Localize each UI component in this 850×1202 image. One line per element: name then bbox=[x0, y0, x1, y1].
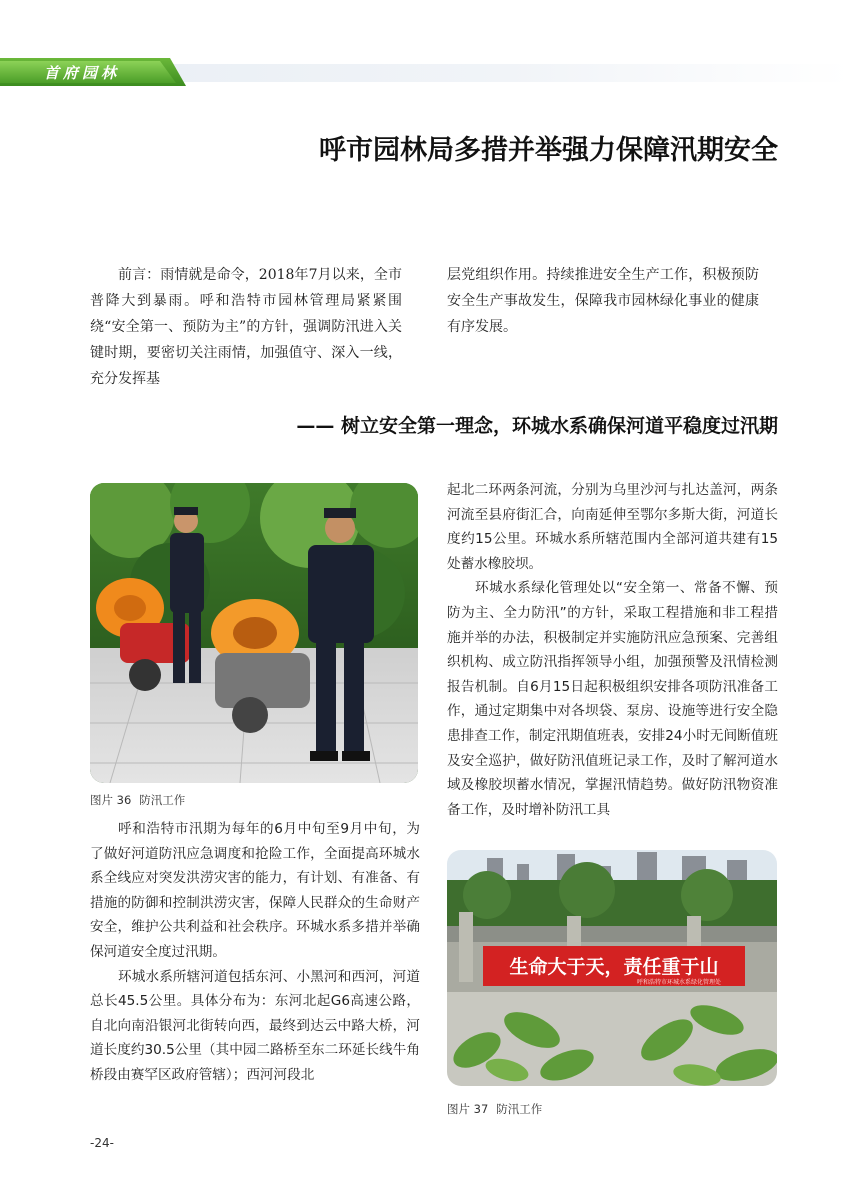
caption-fig37-number: 图片 37 bbox=[447, 1102, 489, 1116]
right-column-text bbox=[447, 478, 778, 822]
article-title: 呼市园林局多措并举强力保障汛期安全 bbox=[319, 135, 778, 166]
photo-flood-patrol-image bbox=[90, 483, 418, 783]
photo-riverside-banner bbox=[447, 850, 777, 1086]
left-paragraph-2: 环城水系所辖河道包括东河、小黑河和西河，河道总长45.5公里。具体分布为：东河北起G6高速公路，自北向南沿银河北街转向西，最终到达云中路大桥，河道长度约30.5公里（其中园二路桥至东二环延长线牛角桥段由赛罕区政府管辖）；西河河段北 bbox=[90, 968, 420, 1083]
caption-fig37-text: 防汛工作 bbox=[496, 1102, 543, 1116]
right-paragraph-1: 起北二环两条河流，分别为乌里沙河与扎达盖河，两条河流至县府街汇合，向南延伸至鄂尔多斯大街，河道长度约15公里。环城水系所辖范围内全部河道共建有15处蓄水橡胶坝。 bbox=[447, 482, 778, 572]
banner-subtitle: 呼和浩特市环城水系绿化管理处 bbox=[636, 979, 722, 986]
page-number: -24- bbox=[90, 1136, 114, 1150]
photo-flood-patrol bbox=[90, 483, 418, 783]
preface-left-text: 前言：雨情就是命令，2018年7月以来，全市普降大到暴雨。呼和浩特市园林管理局紧紧围绕“安全第一、预防为主”的方针，强调防汛进入关键时期，要密切关注雨情，加强值守、深入一线，充分发挥基 bbox=[90, 267, 402, 387]
preface-right-text: 层党组织作用。持续推进安全生产工作，积极预防安全生产事故发生，保障我市园林绿化事业的健康有序发展。 bbox=[447, 267, 759, 335]
section-label: 首府园林 bbox=[44, 64, 121, 82]
right-paragraph-2: 环城水系绿化管理处以“安全第一、常备不懈、预防为主、全力防汛”的方针，采取工程措施和非工程措施并举的办法，积极制定并实施防汛应急预案、完善组织机构、成立防汛指挥领导小组，加强预警及汛情检测报告机制。自6月15日起积极组织安排各项防汛准备工作，通过定期集中对各坝袋、泵房、设施等进行安全隐患排查工作，制定汛期值班表，安排24小时无间断值班及安全巡护，做好防汛值班记录工作，及时了解河道水域及橡胶坝蓄水情况，掌握汛情趋势。做好防汛物资准备工作，及时增补防汛工具 bbox=[447, 580, 778, 818]
left-column-text bbox=[90, 817, 420, 1088]
photo-riverside-banner-image bbox=[447, 850, 777, 1086]
caption-fig36-number: 图片 36 bbox=[90, 793, 132, 807]
caption-fig36-text: 防汛工作 bbox=[139, 793, 186, 807]
preface-left bbox=[90, 262, 402, 392]
caption-fig37 bbox=[447, 1101, 542, 1117]
section-title: —— 树立安全第一理念，环城水系确保河道平稳度过汛期 bbox=[296, 415, 778, 437]
left-paragraph-1: 呼和浩特市汛期为每年的6月中旬至9月中旬，为了做好河道防汛应急调度和抢险工作，全面提高环城水系全线应对突发洪涝灾害的能力，有计划、有准备、有措施的防御和控制洪涝灾害，保障人民群众的生命财产安全，维护公共利益和社会秩序。环城水系多措并举确保河道安全度过汛期。 bbox=[90, 821, 420, 960]
caption-fig36 bbox=[90, 792, 185, 808]
header-band bbox=[0, 58, 850, 88]
preface-right bbox=[447, 262, 759, 340]
banner-slogan: 生命大于天，责任重于山 bbox=[509, 956, 719, 978]
